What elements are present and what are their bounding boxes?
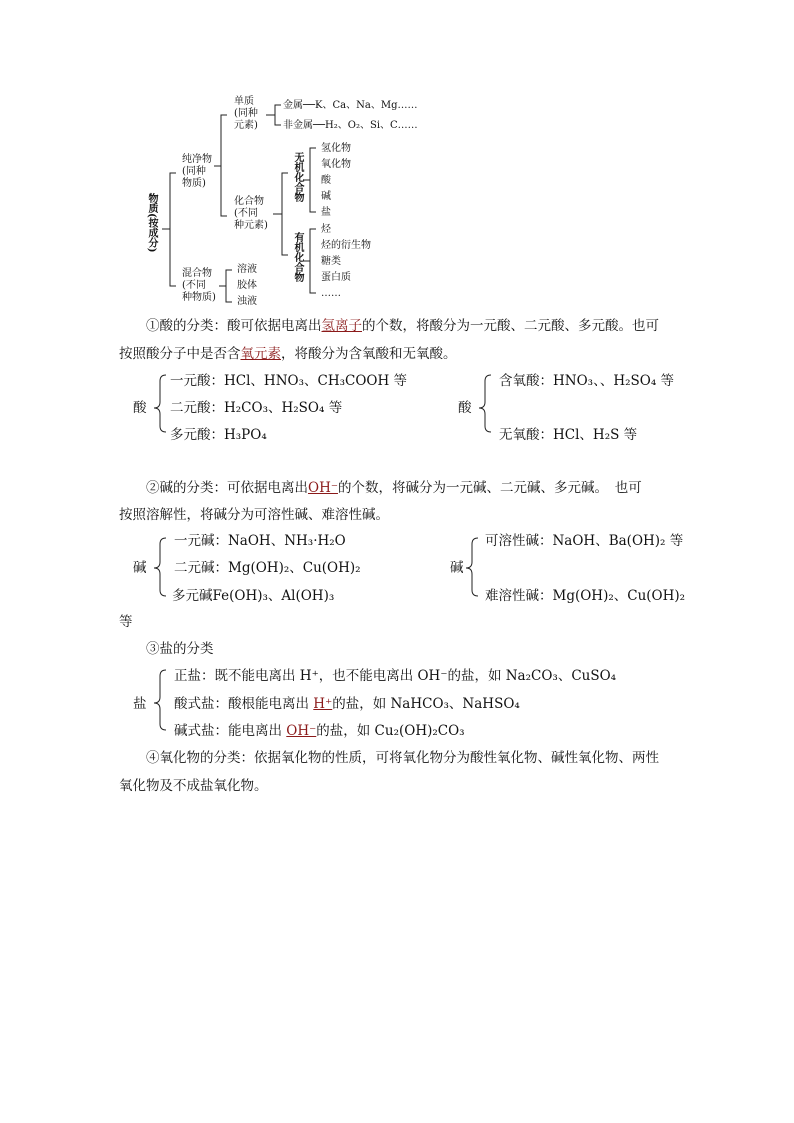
base-by-oh-item: 一元碱：NaOH、NH₃·H₂O (174, 533, 346, 549)
tree-mixture: 混合物 (182, 268, 212, 279)
tree-inorganic-item: 氢化物 (321, 143, 351, 154)
acid-intro-line1 (146, 316, 659, 336)
tree-pure: 纯净物 (182, 154, 212, 165)
tree-organic: 有机化合物 (292, 232, 303, 282)
tree-root: 物质(按成分) (146, 193, 157, 253)
salt-basic-text: 碱式盐：能电离出 (174, 723, 287, 739)
salt-acidic-text: 酸式盐：酸根能电离出 (174, 696, 314, 712)
salt-acidic-keyword: H⁺ (313, 696, 333, 712)
tree-nonmetal: 非金属──H₂、O₂、Si、C…… (283, 120, 418, 131)
salt-basic (174, 721, 465, 741)
tree-mixture-item: 浊液 (237, 296, 257, 307)
base-intro-line2: 按照溶解性，将碱分为可溶性碱、难溶性碱。 (119, 507, 389, 523)
base-tail: 等 (119, 614, 133, 630)
tree-compound: 化合物 (234, 196, 264, 207)
base-intro-keyword: OH⁻ (308, 480, 338, 496)
tree-inorganic-item: 酸 (321, 175, 331, 186)
acid-label-2: 酸 (458, 400, 472, 416)
tree-organic-item: 蛋白质 (321, 272, 351, 283)
tree-inorganic-item: 氧化物 (321, 159, 351, 170)
tree-mixture-item: 胶体 (237, 280, 257, 291)
tree-element-note2: 元素) (234, 120, 258, 131)
base-label: 碱 (133, 560, 147, 576)
acid-intro-text: ①酸的分类：酸可依据电离出 (146, 318, 322, 334)
tree-organic-item: 烃的衍生物 (321, 240, 371, 251)
tree-mixture-note1: (不同 (182, 280, 206, 291)
tree-pure-note1: (同种 (182, 166, 206, 177)
tree-mixture-note2: 种物质) (182, 292, 216, 303)
base-label-2: 碱 (450, 560, 464, 576)
tree-organic-item: …… (321, 288, 341, 299)
tree-inorganic: 无机化合物 (292, 152, 303, 202)
tree-compound-note1: (不同 (234, 208, 258, 219)
salt-label: 盐 (133, 696, 147, 712)
salt-heading: ③盐的分类 (146, 641, 214, 657)
oxide-line1: ④氧化物的分类：依据氧化物的性质，可将氧化物分为酸性氧化物、碱性氧化物、两性 (146, 750, 659, 766)
tree-metal: 金属──K、Ca、Na、Mg…… (283, 100, 418, 111)
base-by-sol-item: 可溶性碱：NaOH、Ba(OH)₂ 等 (485, 533, 684, 549)
tree-element: 单质 (234, 96, 254, 107)
salt-acidic (174, 694, 520, 714)
salt-acidic-text: 的盐，如 NaHCO₃、NaHSO₄ (332, 696, 520, 712)
acid-intro-line2 (119, 344, 457, 364)
tree-compound-note2: 种元素) (234, 220, 268, 231)
oxide-line2: 氧化物及不成盐氧化物。 (119, 778, 268, 794)
tree-organic-item: 烃 (321, 224, 331, 235)
acid-intro-text: ，将酸分为含氧酸和无氧酸。 (281, 346, 457, 362)
acid-by-h-item: 一元酸：HCl、HNO₃、CH₃COOH 等 (170, 373, 408, 389)
acid-label: 酸 (133, 400, 147, 416)
base-by-sol-item: 难溶性碱：Mg(OH)₂、Cu(OH)₂ (485, 588, 686, 604)
tree-element-note1: (同种 (234, 108, 258, 119)
tree-pure-note2: 物质) (182, 178, 206, 189)
acid-by-h-item: 多元酸：H₃PO₄ (170, 427, 267, 443)
acid-by-o-item: 无氧酸：HCl、H₂S 等 (499, 427, 638, 443)
tree-organic-item: 糖类 (321, 256, 341, 267)
base-by-oh-item: 多元碱Fe(OH)₃、Al(OH)₃ (172, 588, 335, 604)
base-intro-text: 的个数，将碱分为一元碱、二元碱、多元碱。 也可 (337, 480, 642, 496)
tree-inorganic-item: 盐 (321, 207, 331, 218)
salt-basic-keyword: OH⁻ (286, 723, 317, 739)
tree-inorganic-item: 碱 (321, 191, 331, 202)
acid-intro-text: 按照酸分子中是否含 (119, 346, 241, 362)
acid-intro-keyword: 氢离子 (321, 318, 362, 334)
base-intro-line1 (146, 478, 642, 498)
base-by-oh-item: 二元碱：Mg(OH)₂、Cu(OH)₂ (174, 560, 361, 576)
acid-intro-text: 的个数，将酸分为一元酸、二元酸、多元酸。也可 (362, 318, 659, 334)
acid-by-h-item: 二元酸：H₂CO₃、H₂SO₄ 等 (170, 400, 343, 416)
tree-mixture-item: 溶液 (237, 264, 257, 275)
base-intro-text: ②碱的分类：可依据电离出 (146, 480, 308, 496)
acid-intro-keyword: 氧元素 (240, 346, 281, 362)
tree-lines (0, 0, 794, 320)
acid-by-o-item: 含氧酸：HNO₃、、H₂SO₄ 等 (499, 373, 675, 389)
salt-normal: 正盐：既不能电离出 H⁺，也不能电离出 OH⁻的盐，如 Na₂CO₃、CuSO₄ (174, 668, 617, 684)
salt-basic-text: 的盐，如 Cu₂(OH)₂CO₃ (316, 723, 465, 739)
